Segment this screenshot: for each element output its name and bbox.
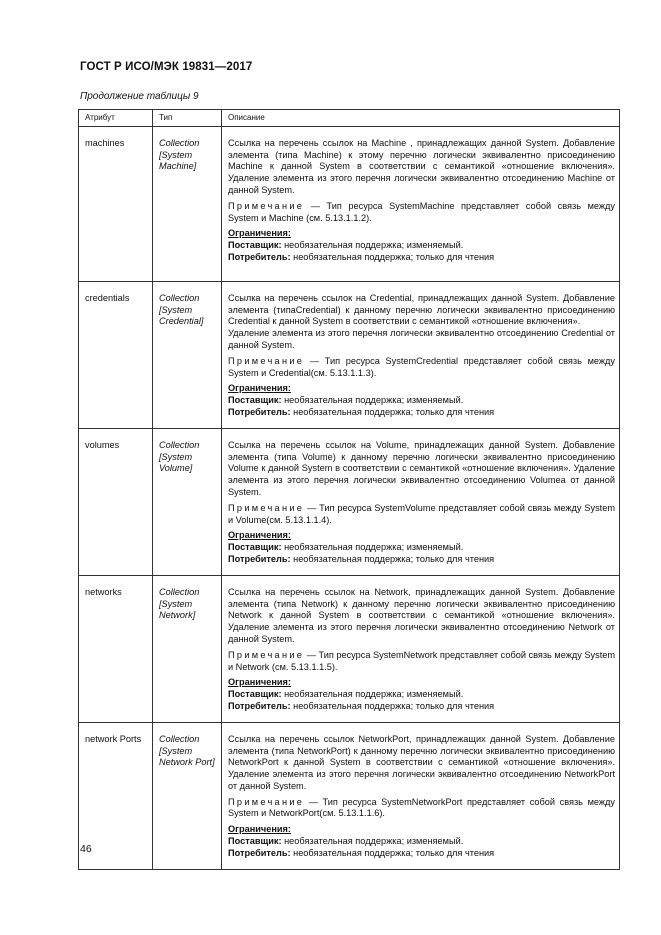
description-text: Ссылка на перечень ссылок NetworkPort, принадлежащих данной System. Добавление элемента (типа NetworkPort) к данному перечню логически эквивалентно присоединению NetworkPort к данной System в соответствии с семантикой «отношение включения». Удаление элемента из этого перечня логически эквивалентно отсоединению NetworkPort от данной System. (228, 733, 615, 791)
description-cell (222, 575, 620, 722)
note-word: Примечание (228, 502, 305, 513)
note-body: — Тип ресурса SystemCredential представляет собой связь между System и Credential(см. 5.13.1.1.3). (228, 355, 615, 378)
provider-line: Поставщик: необязательная поддержка; изменяемый. (228, 240, 464, 251)
provider-line: Поставщик: необязательная поддержка; изменяемый. (228, 395, 464, 406)
attributes-table (78, 109, 620, 870)
type-cell: Collection [System Network Port] (153, 722, 222, 869)
column-header-type: Тип (153, 110, 222, 127)
restrictions-heading: Ограничения: (228, 383, 291, 394)
note-text (228, 356, 615, 380)
description-text: Ссылка на перечень ссылок на Machine , принадлежащих данной System. Добавление элемента (типа Machine) к этому перечню логически эквивалентно присоединению Machine к данной System в соответствии с семантикой «отношение включения». Удаление элемента из этого перечня логически эквивалентно отсоединению Machine от данной System. (228, 137, 615, 195)
note-body: — Тип ресурса SystemVolume представляет собой связь между System и Volume(см. 5.13.1.1.4). (228, 502, 615, 525)
table-row (79, 722, 620, 869)
restrictions-heading: Ограничения: (228, 824, 291, 835)
type-cell: Collection [System Credential] (153, 281, 222, 428)
description-text: Ссылка на перечень ссылок на Network, принадлежащих данной System. Добавление элемента (типа Network) к данному перечню логически эквивалентно присоединению Network к данной System в соответствии с семантикой «отношение включения». Удаление элемента из этого перечня логически эквивалентно отсоединению Network от данной System. (228, 586, 615, 644)
consumer-line: Потребитель: необязательная поддержка; только для чтения (228, 700, 495, 711)
column-header-attribute: Атрибут (79, 110, 153, 127)
description-cell (222, 281, 620, 428)
attribute-cell: volumes (79, 428, 153, 575)
description-cell (222, 126, 620, 281)
table-row (79, 281, 620, 428)
attribute-cell: machines (79, 126, 153, 281)
note-text (228, 503, 615, 527)
note-body: — Тип ресурса SystemMachine представляет собой связь между System и Machine (см. 5.13.1.1.2). (228, 200, 615, 223)
type-cell: Collection [System Machine] (153, 126, 222, 281)
description-cell (222, 722, 620, 869)
note-text (228, 201, 615, 225)
note-word: Примечание (228, 355, 305, 366)
consumer-line: Потребитель: необязательная поддержка; только для чтения (228, 251, 495, 262)
note-text (228, 797, 615, 821)
attribute-cell: network Ports (79, 722, 153, 869)
type-cell: Collection [System Network] (153, 575, 222, 722)
provider-line: Поставщик: необязательная поддержка; изменяемый. (228, 689, 464, 700)
note-word: Примечание (228, 649, 305, 660)
table-header-row (79, 110, 620, 127)
description-text: Ссылка на перечень ссылок на Credential, принадлежащих данной System. Добавление элемента (типаCredential) к данному перечню логически эквивалентно присоединению Credential к данной System в соответствии с семантикой «отношение включения». (228, 292, 615, 327)
table-row (79, 575, 620, 722)
description-text-continued: Удаление элемента из этого перечня логически эквивалентно отсоединению Credential от данной System. (228, 328, 615, 350)
table-row (79, 126, 620, 281)
note-word: Примечание (228, 796, 305, 807)
note-text (228, 650, 615, 674)
note-body: — Тип ресурса SystemNetworkPort представляет собой связь между System и NetworkPort(см. 5.13.1.1.6). (228, 796, 615, 819)
restrictions-heading: Ограничения: (228, 677, 291, 688)
restrictions-heading: Ограничения: (228, 530, 291, 541)
attribute-cell: credentials (79, 281, 153, 428)
column-header-description: Описание (222, 110, 620, 127)
description-cell (222, 428, 620, 575)
attribute-cell: networks (79, 575, 153, 722)
note-word: Примечание (228, 200, 305, 211)
description-text: Ссылка на перечень ссылок на Volume, принадлежащих данной System. Добавление элемента (типа Volume) к данному перечню логически эквивалентно присоединению Volume к данной System в соответствии с семантикой «отношение включения». Удаление элемента из этого перечня логически эквивалентно отсоединению Volumea от данной System. (228, 439, 615, 497)
document-header: ГОСТ Р ИСО/МЭК 19831—2017 (80, 61, 253, 73)
note-body: — Тип ресурса SystemNetwork представляет собой связь между System и Network (см. 5.13.1.1.5). (228, 649, 616, 672)
consumer-line: Потребитель: необязательная поддержка; только для чтения (228, 847, 495, 858)
table-row (79, 428, 620, 575)
consumer-line: Потребитель: необязательная поддержка; только для чтения (228, 406, 495, 417)
type-cell: Collection [System Volume] (153, 428, 222, 575)
restrictions-heading: Ограничения: (228, 228, 291, 239)
table-caption: Продолжение таблицы 9 (80, 91, 199, 102)
provider-line: Поставщик: необязательная поддержка; изменяемый. (228, 836, 464, 847)
provider-line: Поставщик: необязательная поддержка; изменяемый. (228, 542, 464, 553)
page-number: 46 (80, 843, 92, 855)
consumer-line: Потребитель: необязательная поддержка; только для чтения (228, 553, 495, 564)
